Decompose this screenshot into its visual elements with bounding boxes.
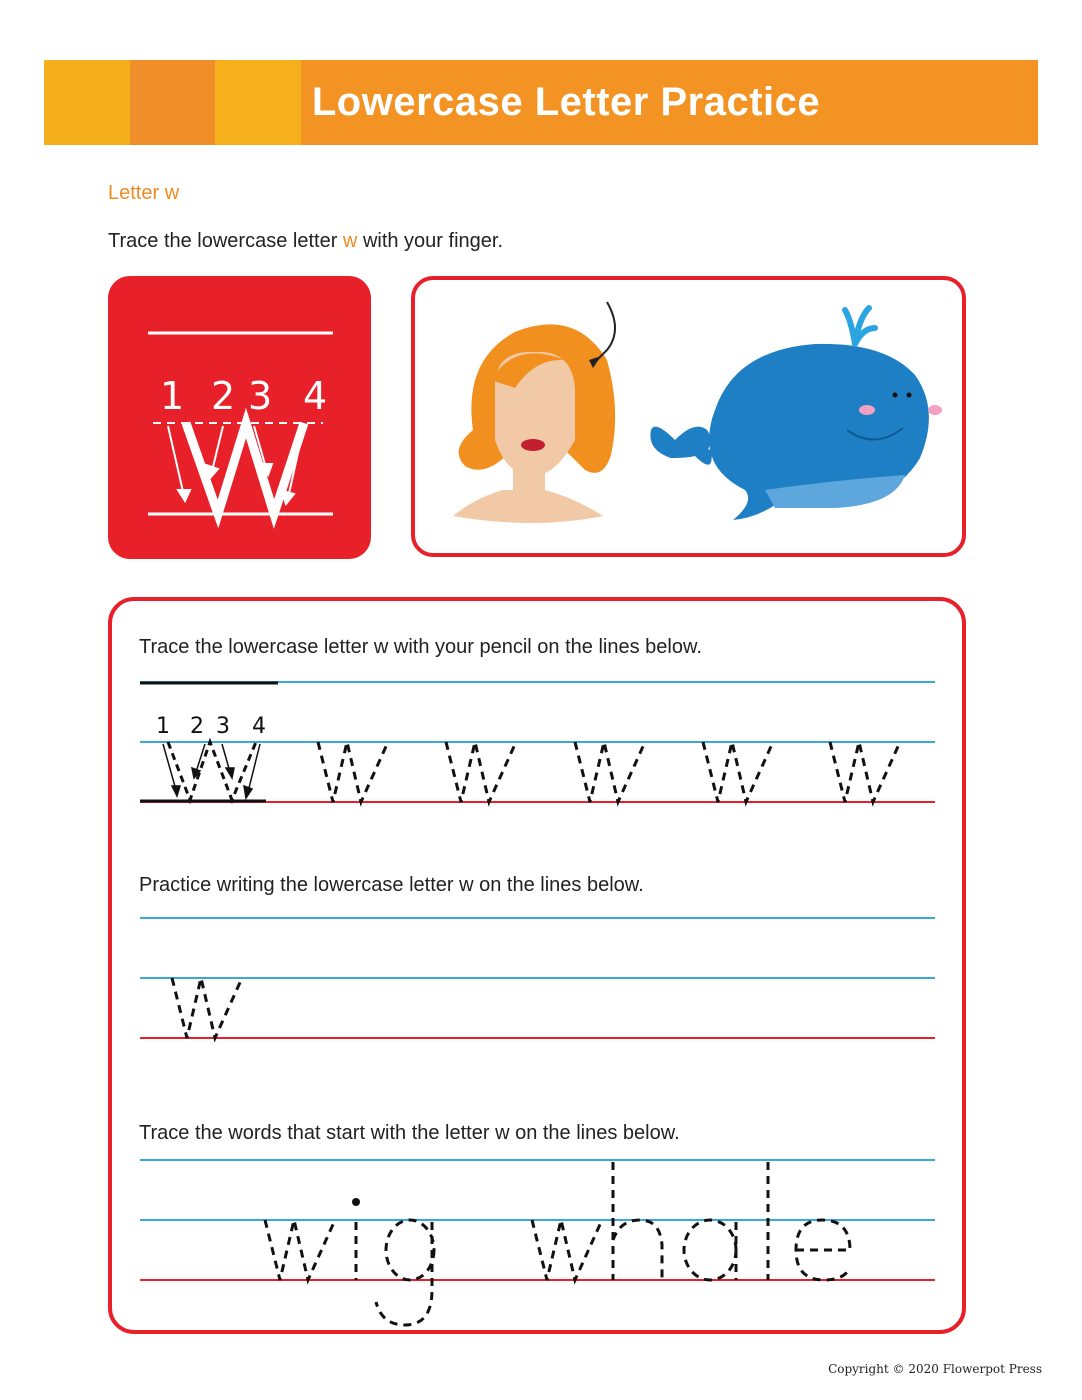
dotted-word-wig	[265, 1220, 434, 1325]
letter-label: Letter w	[108, 182, 180, 204]
stroke-number: 3	[216, 714, 230, 739]
dotted-letter	[446, 742, 516, 802]
page-title: Lowercase Letter Practice	[311, 80, 821, 124]
stroke-number: 2	[211, 374, 236, 418]
instruction-text-end: with your finger.	[362, 230, 504, 252]
letter-dot	[352, 1198, 360, 1206]
dotted-letter	[830, 742, 900, 802]
instruction-text: Trace the lowercase letter	[108, 230, 338, 252]
copyright: Copyright © 2020 Flowerpot Press	[828, 1362, 1042, 1376]
section-title-trace-words: Trace the words that start with the letter w on the lines below.	[139, 1122, 680, 1144]
dotted-letter	[575, 742, 645, 802]
stroke-number: 1	[160, 374, 185, 418]
dotted-letter	[172, 978, 242, 1038]
stroke-number: 4	[303, 374, 328, 418]
section-title-practice-letter: Practice writing the lowercase letter w on the lines below.	[139, 874, 644, 896]
stroke-number: 3	[248, 374, 273, 418]
dotted-letter	[703, 742, 773, 802]
example-traced-letter	[168, 742, 256, 800]
stroke-number: 1	[156, 714, 170, 739]
instruction-letter: w	[342, 230, 358, 252]
stroke-number: 2	[190, 714, 204, 739]
dotted-letter	[318, 742, 388, 802]
stroke-number: 4	[252, 714, 266, 739]
section-title-trace-letter: Trace the lowercase letter w with your pencil on the lines below.	[139, 636, 702, 658]
